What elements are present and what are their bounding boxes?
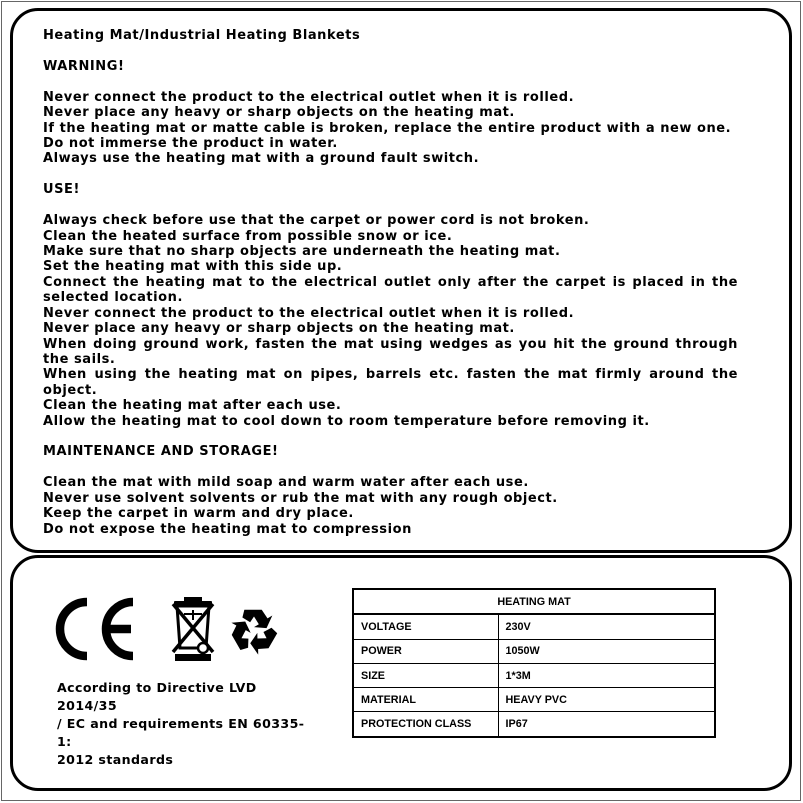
- instruction-item: Never connect the product to the electrical outlet when it is rolled.: [43, 89, 575, 105]
- instruction-item: Allow the heating mat to cool down to room temperature before removing it.: [43, 413, 650, 429]
- instruction-item: If the heating mat or matte cable is broken, replace the entire product with a new one.: [43, 120, 732, 136]
- instruction-sections: [43, 59, 738, 537]
- instruction-item: Never place any heavy or sharp objects on the heating mat.: [43, 105, 515, 121]
- instruction-item: Never use solvent solvents or rub the mat with any rough object.: [43, 490, 558, 506]
- spec-value: IP67: [498, 712, 715, 737]
- instruction-list: [43, 213, 738, 429]
- instruction-item: Set the heating mat with this side up.: [43, 259, 343, 275]
- spec-label: PROTECTION CLASS: [353, 712, 498, 737]
- certification-icons: [55, 596, 295, 664]
- instruction-list: [43, 90, 738, 167]
- ce-mark-icon: [55, 596, 139, 662]
- instruction-item: Always use the heating mat with a ground fault switch.: [43, 151, 480, 167]
- instruction-item: Do not immerse the product in water.: [43, 136, 338, 152]
- spec-label: SIZE: [353, 663, 498, 687]
- instruction-item: Never connect the product to the electrical outlet when it is rolled.: [43, 305, 575, 321]
- weee-crossed-bin-icon: [171, 596, 215, 662]
- spec-label: POWER: [353, 639, 498, 663]
- spec-table-body: [353, 614, 715, 736]
- spec-row: [353, 663, 715, 687]
- instruction-item: Do not expose the heating mat to compression: [43, 521, 412, 537]
- spec-row: [353, 688, 715, 712]
- instruction-item: Clean the mat with mild soap and warm water after each use.: [43, 475, 529, 491]
- instruction-item: Keep the carpet in warm and dry place.: [43, 506, 354, 522]
- spec-row: [353, 614, 715, 639]
- spec-value: 1*3M: [498, 663, 715, 687]
- instruction-item: Never place any heavy or sharp objects on the heating mat.: [43, 321, 515, 337]
- section-heading: WARNING!: [43, 58, 125, 74]
- spec-value: 1050W: [498, 639, 715, 663]
- instruction-item: When doing ground work, fasten the mat using wedges as you hit the ground through the sails.: [43, 336, 738, 367]
- spec-row: [353, 639, 715, 663]
- instruction-list: [43, 475, 738, 537]
- spec-table: [352, 588, 716, 738]
- directive-line: / EC and requirements EN 60335-1:: [57, 716, 305, 749]
- instructions-text: [43, 28, 738, 537]
- directive-line: According to Directive LVD 2014/35: [57, 680, 257, 713]
- spec-table-title: HEATING MAT: [353, 589, 715, 614]
- directive-line: 2012 standards: [57, 752, 174, 767]
- directive-compliance-text: [57, 679, 312, 769]
- instruction-item: Always check before use that the carpet or power cord is not broken.: [43, 213, 590, 229]
- spec-label: VOLTAGE: [353, 614, 498, 639]
- spec-label: MATERIAL: [353, 688, 498, 712]
- section-heading: MAINTENANCE AND STORAGE!: [43, 444, 279, 460]
- section-heading: USE!: [43, 182, 80, 198]
- spec-row: [353, 712, 715, 737]
- instruction-item: When using the heating mat on pipes, barrels etc. fasten the mat firmly around the object.: [43, 367, 738, 398]
- instruction-item: Make sure that no sharp objects are underneath the heating mat.: [43, 244, 561, 260]
- recycle-icon: [223, 602, 285, 658]
- instruction-item: Connect the heating mat to the electrical outlet only after the carpet is placed in the selected location.: [43, 274, 738, 306]
- spec-value: HEAVY PVC: [498, 688, 715, 712]
- spec-value: 230V: [498, 614, 715, 639]
- document-title: Heating Mat/Industrial Heating Blankets: [43, 28, 361, 43]
- instruction-item: Clean the heated surface from possible snow or ice.: [43, 228, 453, 244]
- instruction-item: Clean the heating mat after each use.: [43, 398, 342, 414]
